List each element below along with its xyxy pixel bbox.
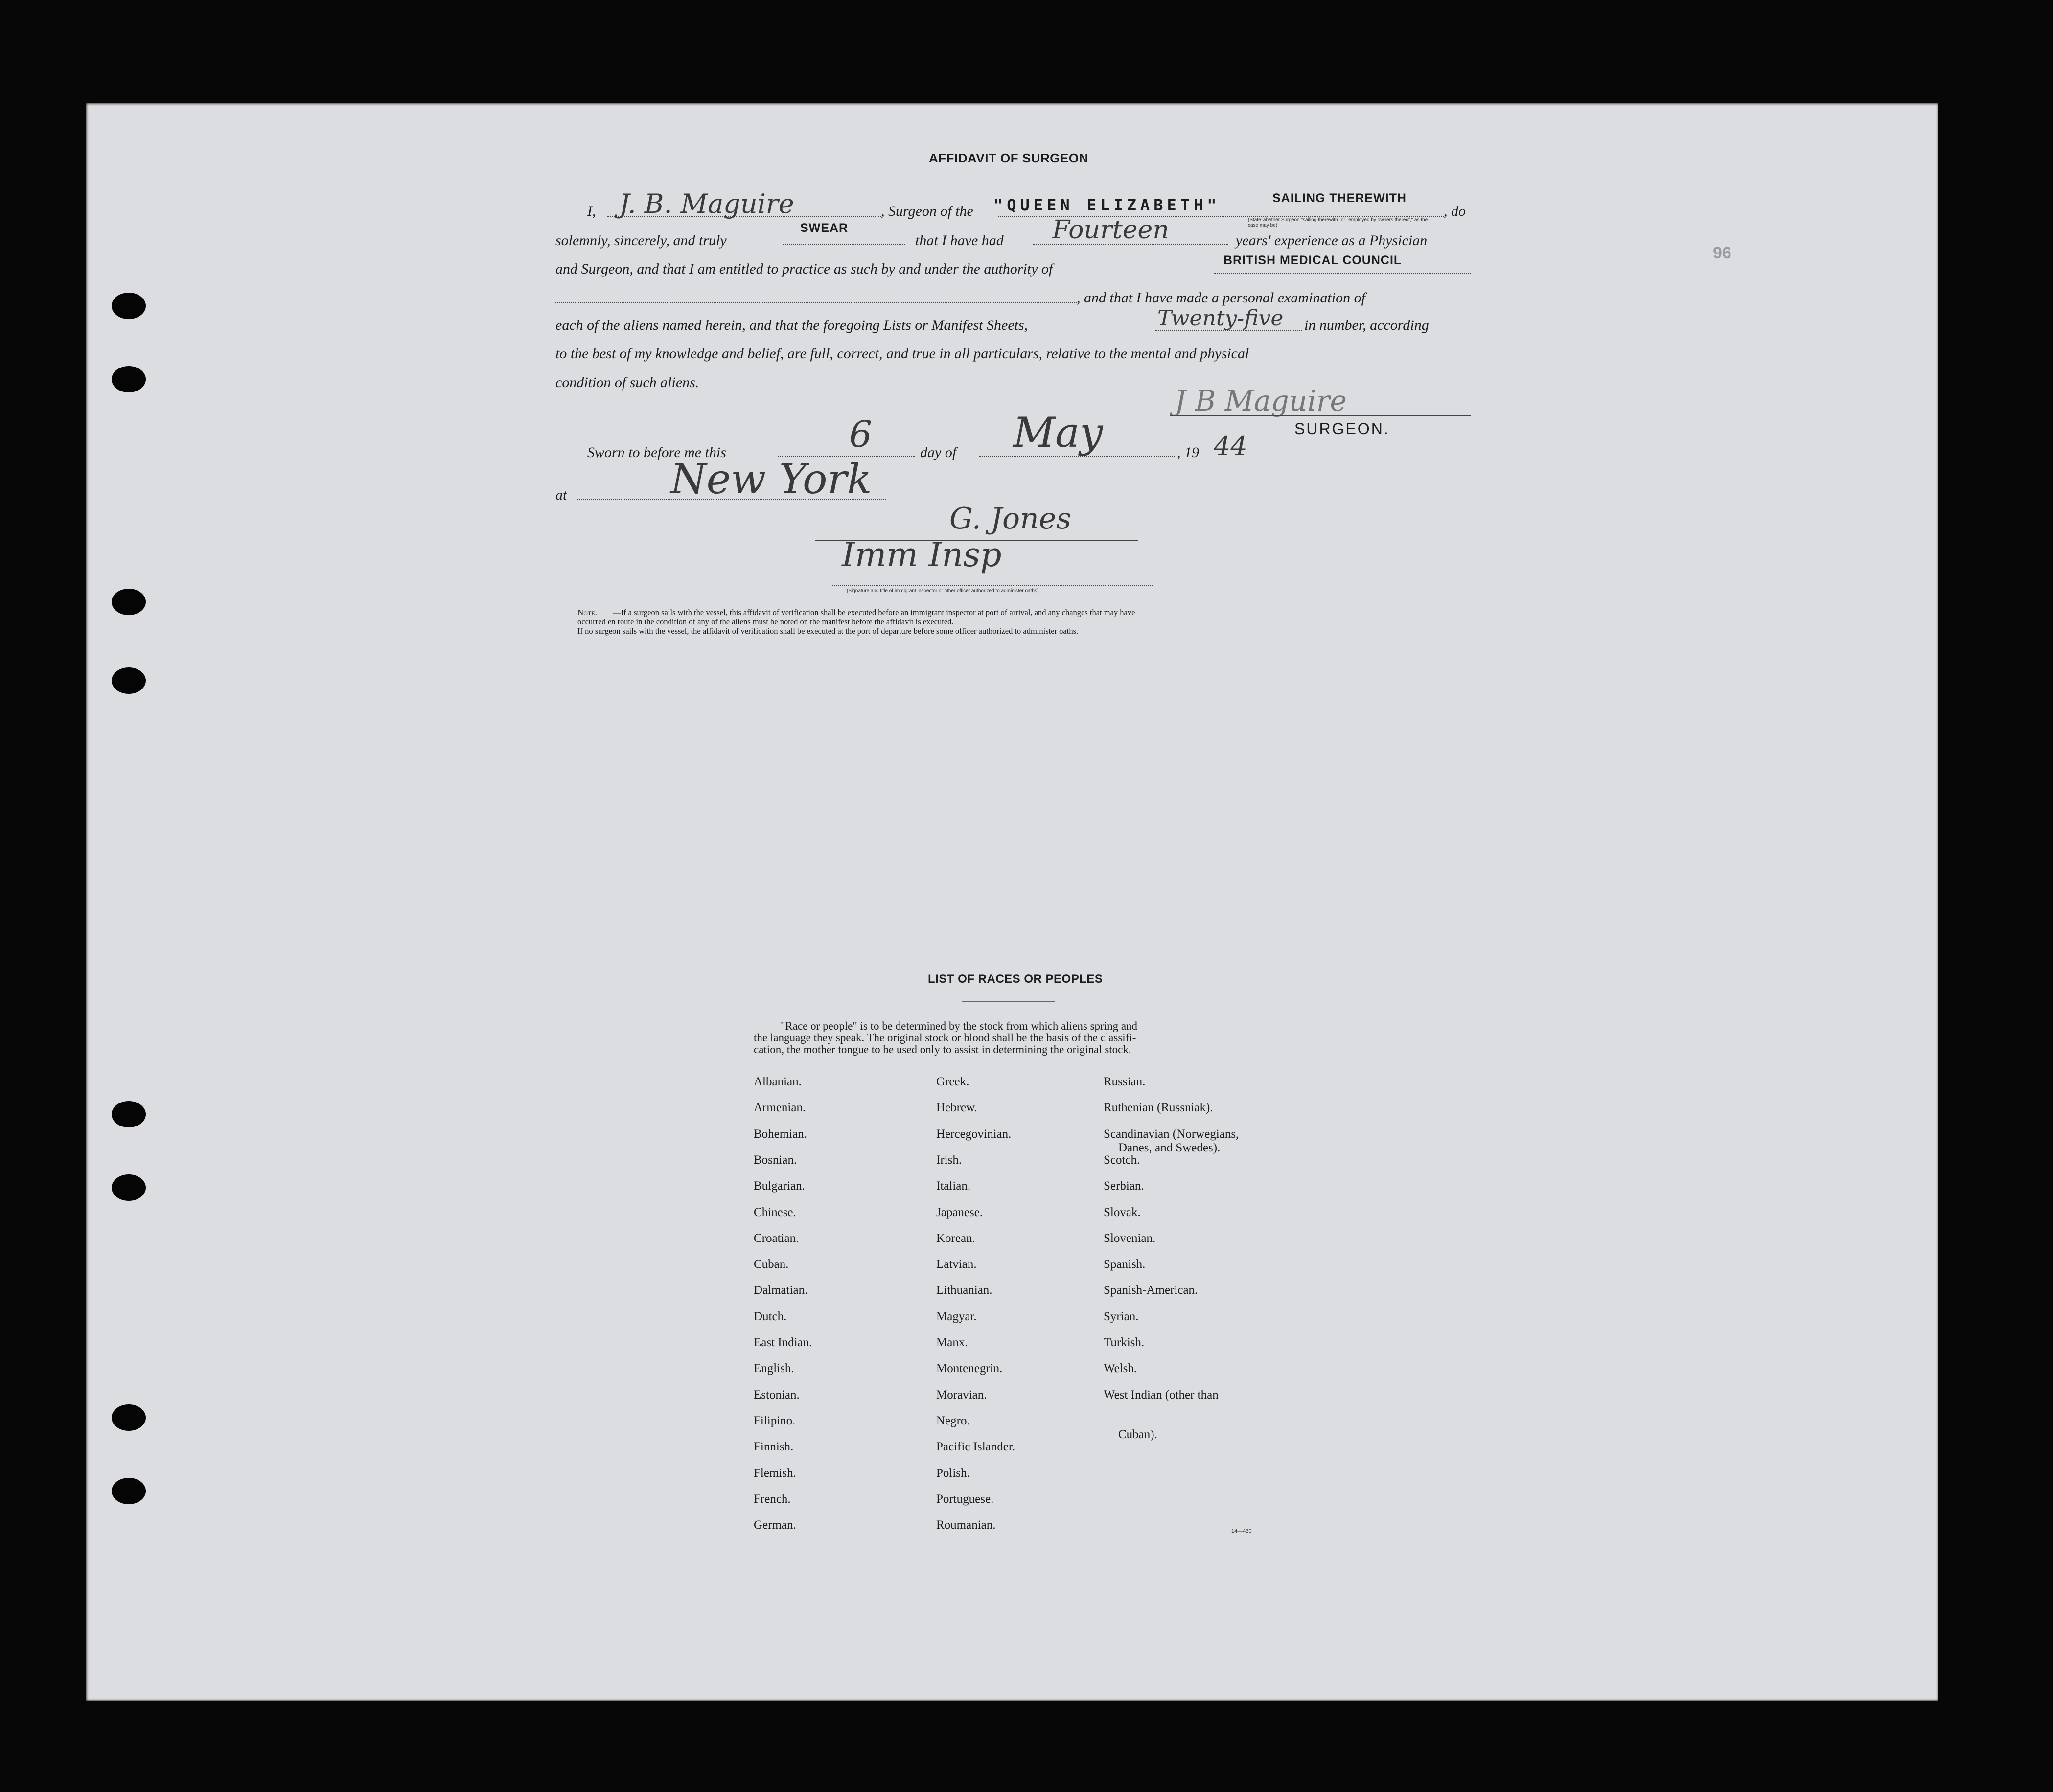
race-list-item: Finnish. xyxy=(754,1440,794,1454)
race-list-item: Bohemian. xyxy=(754,1127,807,1141)
affidavit-text: , 19 xyxy=(1177,444,1199,460)
race-list-item: Turkish. xyxy=(1104,1336,1145,1349)
note-text: —If a surgeon sails with the vessel, this affidavit of verification shall be executed before an immigrant inspector at port of arrival, and any changes that may have xyxy=(613,608,1135,617)
month-field: May xyxy=(1013,409,1103,457)
race-list-item: Scandinavian (Norwegians, xyxy=(1104,1127,1239,1141)
race-list-item: Latvian. xyxy=(936,1258,977,1271)
race-list-item: Lithuanian. xyxy=(936,1284,992,1297)
officer-title: Imm Insp xyxy=(842,536,1002,574)
officer-line-2 xyxy=(832,585,1153,586)
race-list-item: Serbian. xyxy=(1104,1179,1144,1193)
affidavit-text: , do xyxy=(1444,203,1466,219)
officer-caption: (Signature and title of immigrant inspector or other officer authorized to administer oaths) xyxy=(847,588,1039,594)
race-list-item: Flemish. xyxy=(754,1466,796,1480)
races-intro: cation, the mother tongue to be used only to assist in determining the original stock. xyxy=(754,1043,1131,1056)
race-list-item: Ruthenian (Russniak). xyxy=(1104,1101,1213,1115)
place-field: New York xyxy=(670,455,872,503)
race-list-item: Greek. xyxy=(936,1075,969,1088)
race-list-item: Danes, and Swedes). xyxy=(1118,1141,1221,1154)
race-list-item: Bosnian. xyxy=(754,1153,797,1167)
surgeon-name-field: J. B. Maguire xyxy=(619,188,794,219)
race-list-item: Korean. xyxy=(936,1231,975,1245)
race-list-item: English. xyxy=(754,1362,794,1376)
race-list-item: Polish. xyxy=(936,1466,970,1480)
race-list-item: Japanese. xyxy=(936,1205,983,1219)
affidavit-text: each of the aliens named herein, and that the foregoing Lists or Manifest Sheets, xyxy=(555,317,1028,333)
note-text: If no surgeon sails with the vessel, the affidavit of verification shall be executed at the port of departure before some officer authorized to administer oaths. xyxy=(577,626,1079,636)
binder-hole xyxy=(112,1174,146,1201)
race-list-item: West Indian (other than xyxy=(1104,1388,1219,1401)
affidavit-text: , and that I have made a personal examination of xyxy=(1077,290,1365,306)
races-title-rule xyxy=(962,1001,1055,1002)
affidavit-text: that I have had xyxy=(915,232,1004,249)
affidavit-text: Sworn to before me this xyxy=(587,444,726,460)
races-intro: the language they speak. The original stock or blood shall be the basis of the classifi- xyxy=(754,1032,1136,1044)
race-list-item: Italian. xyxy=(936,1179,971,1193)
officer-signature: G. Jones xyxy=(949,502,1072,536)
surgeon-label: SURGEON. xyxy=(1294,420,1390,437)
race-list-item: Chinese. xyxy=(754,1205,796,1219)
race-list-item: Cuban). xyxy=(1118,1427,1157,1441)
race-list-item: Syrian. xyxy=(1104,1310,1139,1323)
affidavit-text: , Surgeon of the xyxy=(881,203,973,219)
council-line xyxy=(1214,273,1471,274)
sailing-instruction: (State whether Surgeon "sailing therewith" or "employed by owners thereof," as the case may be) xyxy=(1248,217,1428,228)
swear-line xyxy=(783,244,905,245)
race-list-item: Negro. xyxy=(936,1414,970,1427)
race-list-item: Roumanian. xyxy=(936,1518,996,1532)
race-list-item: Manx. xyxy=(936,1336,968,1349)
race-list-item: German. xyxy=(754,1518,796,1532)
surgeon-signature: J B Maguire xyxy=(1175,384,1347,417)
form-code: 14—430 xyxy=(1231,1528,1252,1534)
sailing-stamp: SAILING THEREWITH xyxy=(1272,191,1407,205)
race-list-item: Moravian. xyxy=(936,1388,987,1401)
race-list-item: Spanish. xyxy=(1104,1258,1146,1271)
binder-hole xyxy=(112,1478,146,1504)
binder-hole xyxy=(112,1404,146,1431)
race-list-item: Armenian. xyxy=(754,1101,806,1115)
races-intro: "Race or people" is to be determined by the stock from which aliens spring and xyxy=(781,1020,1138,1032)
race-list-item: Bulgarian. xyxy=(754,1179,805,1193)
affidavit-text: and Surgeon, and that I am entitled to practice as such by and under the authority of xyxy=(555,261,1053,277)
race-list-item: Welsh. xyxy=(1104,1362,1137,1376)
race-list-item: Magyar. xyxy=(936,1310,977,1323)
day-field: 6 xyxy=(849,414,873,456)
races-title: LIST OF RACES OR PEOPLES xyxy=(928,972,1103,986)
binder-hole xyxy=(112,589,146,615)
note-label: Note. xyxy=(577,608,597,617)
race-list-item: Dutch. xyxy=(754,1310,787,1323)
page-number: 96 xyxy=(1713,244,1731,262)
race-list-item: Slovenian. xyxy=(1104,1231,1156,1245)
note-text: occurred en route in the condition of any of the aliens must be noted on the manifest before the affidavit is executed. xyxy=(577,617,954,626)
authority-line xyxy=(555,302,1077,303)
race-list-item: French. xyxy=(754,1492,791,1506)
race-list-item: Hebrew. xyxy=(936,1101,977,1115)
affidavit-title: AFFIDAVIT OF SURGEON xyxy=(929,151,1088,165)
binder-hole xyxy=(112,366,146,392)
council-stamp: BRITISH MEDICAL COUNCIL xyxy=(1223,253,1402,267)
affidavit-text: solemnly, sincerely, and truly xyxy=(555,232,727,249)
race-list-item: East Indian. xyxy=(754,1336,812,1349)
race-list-item: Russian. xyxy=(1104,1075,1146,1088)
race-list-item: Dalmatian. xyxy=(754,1284,808,1297)
affidavit-text: years' experience as a Physician xyxy=(1236,232,1428,249)
signature-line xyxy=(1170,415,1471,416)
race-list-item: Pacific Islander. xyxy=(936,1440,1015,1454)
race-list-item: Spanish-American. xyxy=(1104,1284,1198,1297)
race-list-item: Croatian. xyxy=(754,1231,799,1245)
year-field: 44 xyxy=(1214,431,1247,461)
race-list-item: Irish. xyxy=(936,1153,962,1167)
race-list-item: Hercegovinian. xyxy=(936,1127,1012,1141)
affidavit-text: at xyxy=(555,487,567,503)
race-list-item: Cuban. xyxy=(754,1258,789,1271)
ship-name-stamp: "QUEEN ELIZABETH" xyxy=(993,196,1221,214)
binder-hole xyxy=(112,1101,146,1127)
race-list-item: Scotch. xyxy=(1104,1153,1140,1167)
years-field: Fourteen xyxy=(1052,215,1169,245)
affidavit-text: I, xyxy=(587,203,596,219)
race-list-item: Filipino. xyxy=(754,1414,796,1427)
affidavit-text: in number, according xyxy=(1304,317,1429,333)
binder-hole xyxy=(112,293,146,319)
race-list-item: Estonian. xyxy=(754,1388,800,1401)
sheets-field: Twenty-five xyxy=(1157,306,1284,331)
affidavit-text: condition of such aliens. xyxy=(555,374,699,391)
race-list-item: Slovak. xyxy=(1104,1205,1141,1219)
race-list-item: Montenegrin. xyxy=(936,1362,1003,1376)
swear-stamp: SWEAR xyxy=(800,221,849,235)
race-list-item: Portuguese. xyxy=(936,1492,994,1506)
affidavit-text: day of xyxy=(920,444,957,460)
binder-hole xyxy=(112,667,146,694)
document-page xyxy=(86,103,1938,1701)
affidavit-text: to the best of my knowledge and belief, are full, correct, and true in all particulars, relative to the mental and physical xyxy=(555,345,1249,362)
race-list-item: Albanian. xyxy=(754,1075,802,1088)
